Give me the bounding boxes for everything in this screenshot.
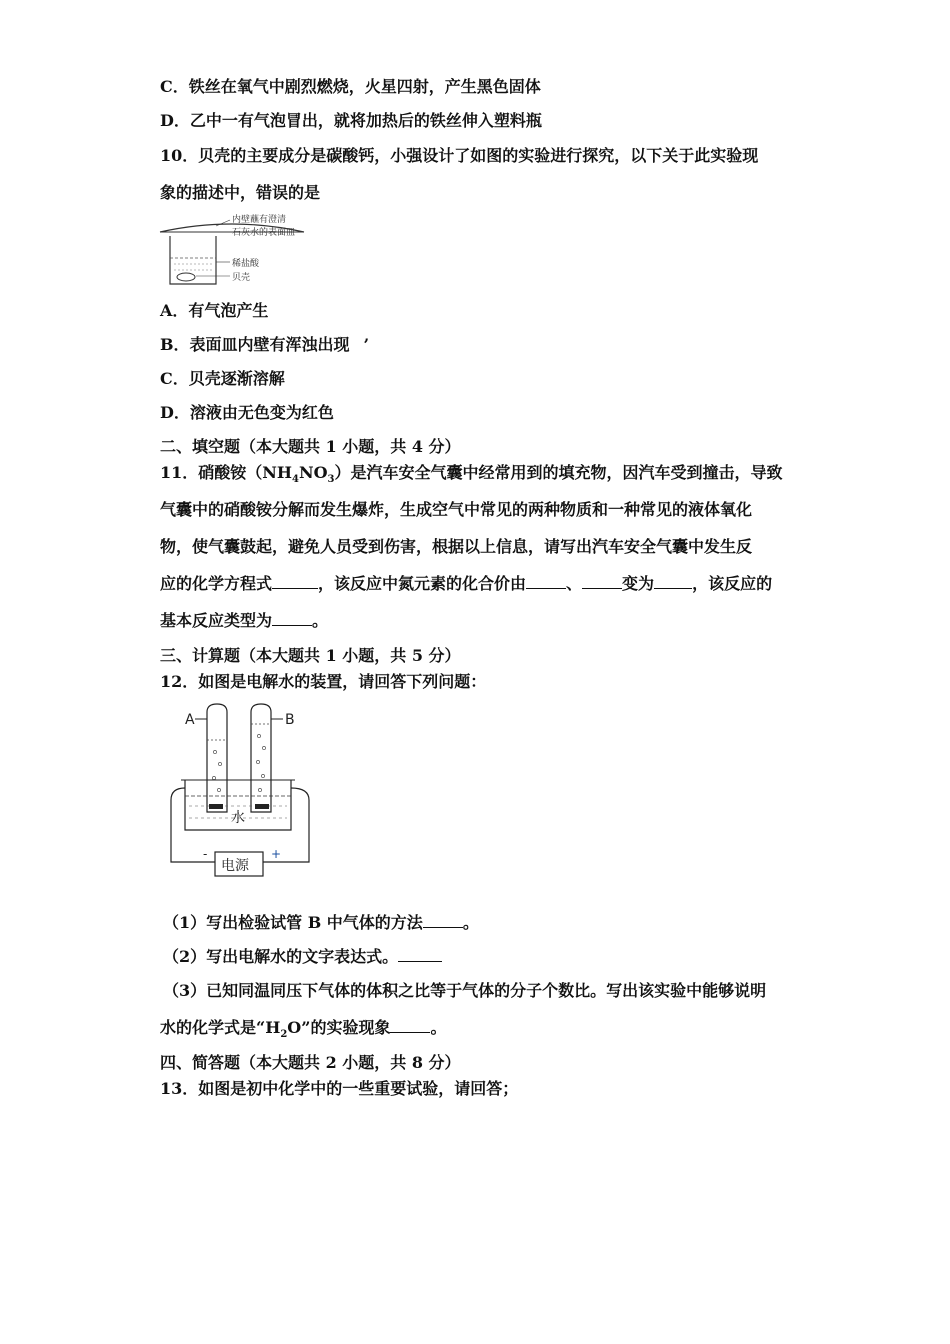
section-3-title: 三、计算题（本大题共 1 小题，共 5 分） [160, 646, 461, 665]
fig-minus-sign: - [203, 847, 208, 861]
fig-plus-sign: + [271, 847, 282, 861]
blank-phenomenon[interactable] [390, 1018, 430, 1033]
q11-line5: 基本反应类型为 。 [160, 611, 329, 630]
blank-valence-3[interactable] [654, 574, 692, 589]
q10-option-c: C．贝壳逐渐溶解 [160, 369, 285, 388]
q11-line4: 应的化学方程式 ，该反应中氮元素的化合价由 、 变为 ，该反应的 [160, 574, 773, 593]
section-4-title: 四、简答题（本大题共 2 小题，共 8 分） [160, 1053, 461, 1072]
q10-stem-line1: 10．贝壳的主要成分是碳酸钙，小强设计了如图的实验进行探究，以下关于此实验现 [160, 146, 759, 165]
q12-sub2: （2）写出电解水的文字表达式。 [163, 947, 442, 967]
fig-power-source: 电源 [221, 858, 249, 874]
q13-stem: 13．如图是初中化学中的一些重要试验，请回答； [160, 1079, 519, 1098]
fig-label-dish-1: 内壁蘸有澄清 [232, 215, 287, 225]
blank-equation[interactable] [272, 574, 318, 589]
q12-sub3-line2: 水的化学式是“$H_2O$”的实验现象 。 [160, 1018, 447, 1041]
q11-line2: 气囊中的硝酸铵分解而发生爆炸，生成空气中常见的两种物质和一种常见的液体氧化 [160, 500, 753, 519]
q12-sub3-line1: （3）已知同温同压下气体的体积之比等于气体的分子个数比。写出该实验中能够说明 [163, 981, 767, 1000]
q11-line3: 物，使气囊鼓起，避免人员受到伤害，根据以上信息，请写出汽车安全气囊中发生反 [160, 537, 753, 556]
blank-reaction-type[interactable] [272, 611, 312, 626]
blank-word-equation[interactable] [398, 947, 442, 962]
q10-option-b: B．表面皿内壁有浑浊出现 ’ [160, 335, 370, 354]
section-2-title: 二、填空题（本大题共 1 小题，共 4 分） [160, 437, 461, 456]
blank-valence-1[interactable] [526, 574, 566, 589]
fig-label-acid: 稀盐酸 [232, 259, 260, 269]
fig-label-a: A [185, 712, 195, 728]
shell-acid-apparatus-figure [156, 210, 316, 290]
blank-valence-2[interactable] [582, 574, 622, 589]
q9-option-d: D．乙中一有气泡冒出，就将加热后的铁丝伸入塑料瓶 [160, 111, 542, 130]
q10-option-a: A．有气泡产生 [160, 301, 269, 320]
q10-stem-line2: 象的描述中，错误的是 [160, 183, 321, 202]
blank-test-method[interactable] [423, 913, 463, 928]
q10-option-d: D．溶液由无色变为红色 [160, 403, 334, 422]
q12-sub1: （1）写出检验试管 B 中气体的方法 。 [163, 913, 479, 932]
fig-label-shell: 贝壳 [232, 273, 251, 283]
fig-label-water: 水 [231, 810, 245, 826]
fig-label-b: B [285, 712, 295, 728]
q9-option-c: C．铁丝在氧气中剧烈燃烧，火星四射，产生黑色固体 [160, 77, 541, 96]
q11-line1: 11．硝酸铵$(NH_4NO_3)$是汽车安全气囊中经常用到的填充物，因汽车受到撞击，导致 [160, 463, 783, 486]
fig-label-dish-2: 石灰水的表面皿 [232, 228, 296, 238]
electrolysis-apparatus-figure [165, 700, 315, 880]
q12-stem: 12．如图是电解水的装置，请回答下列问题： [160, 672, 487, 691]
